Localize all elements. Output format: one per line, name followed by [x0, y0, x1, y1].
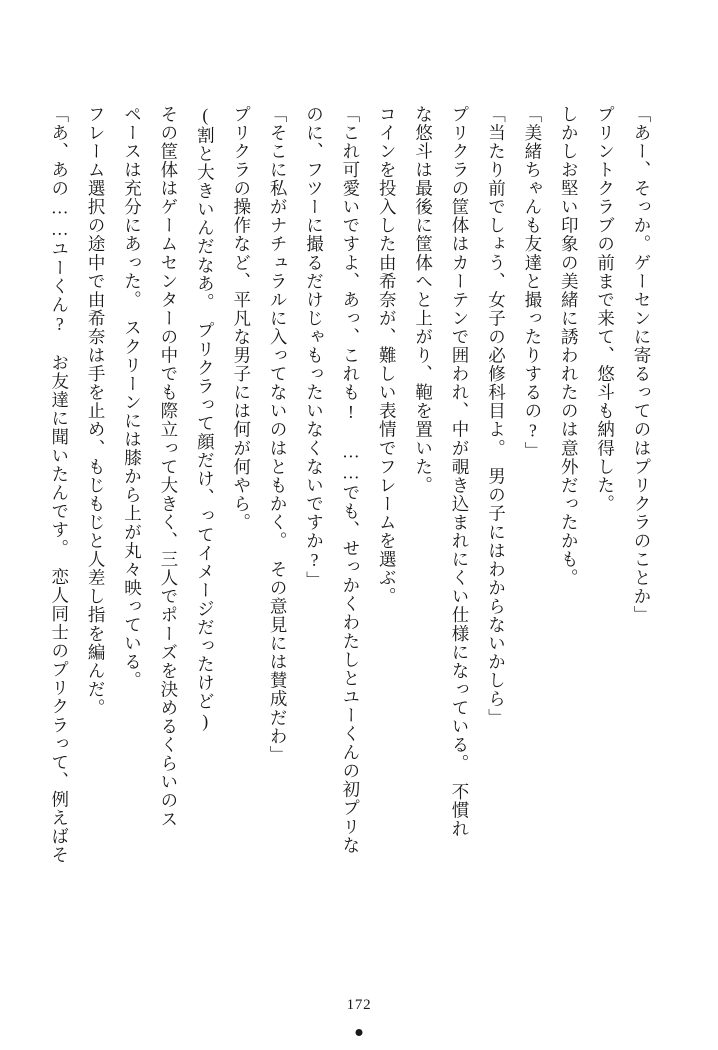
text-line: な悠斗は最後に筐体へと上がり、鞄を置いた。	[413, 105, 434, 495]
footer-dot-ornament	[356, 1029, 363, 1036]
text-line: フレーム選択の途中で由希奈は手を止め、もじもじと人差し指を編んだ。	[86, 105, 107, 718]
text-line: その筐体はゲームセンターの中でも際立って大きく、三人でポーズを決めるくらいのス	[158, 105, 179, 829]
text-line: 「これ可愛いですよ、あっ、これも! ……でも、せっかくわたしとユーくんの初プリな	[340, 105, 361, 855]
novel-body-text	[49, 105, 660, 960]
text-line: 「美緒ちゃんも友達と撮ったりするの?」	[522, 105, 543, 460]
text-line: 「当たり前でしょう、女子の必修科目よ。 男の子にはわからないかしら」	[486, 105, 507, 727]
text-line: のに、フツーに撮るだけじゃもったいなくないですか?」	[304, 105, 325, 590]
text-line: コインを投入した由希奈が、難しい表情でフレームを選ぶ。	[377, 105, 398, 606]
text-line: プリントクラブの前まで来て、悠斗も納得した。	[595, 105, 616, 514]
text-line: ペースは充分にあった。 スクリーンには膝から上が丸々映っている。	[122, 105, 143, 690]
text-line: 「あ、あの……ユーくん? お友達に聞いたんです。 恋人同士のプリクラって、例えばそ	[49, 105, 70, 865]
text-line: しかしお堅い印象の美緒に誘われたのは意外だったかも。	[559, 105, 580, 588]
text-line: (割と大きいんだなあ。 プリクラって顔だけ、ってイメージだったけど)	[195, 105, 216, 732]
text-line: プリクラの筐体はカーテンで囲われ、中が覗き込まれにくい仕様になっている。 不慣れ	[450, 105, 471, 839]
text-line: 「あー、そっか。ゲーセンに寄るってのはプリクラのことか」	[632, 105, 652, 625]
text-line: プリクラの操作など、平凡な男子には何が何やら。	[231, 105, 252, 532]
page-number: 172	[346, 997, 372, 1013]
text-line: 「そこに私がナチュラルに入ってないのはともかく。 その意見には賛成だわ」	[268, 105, 289, 765]
